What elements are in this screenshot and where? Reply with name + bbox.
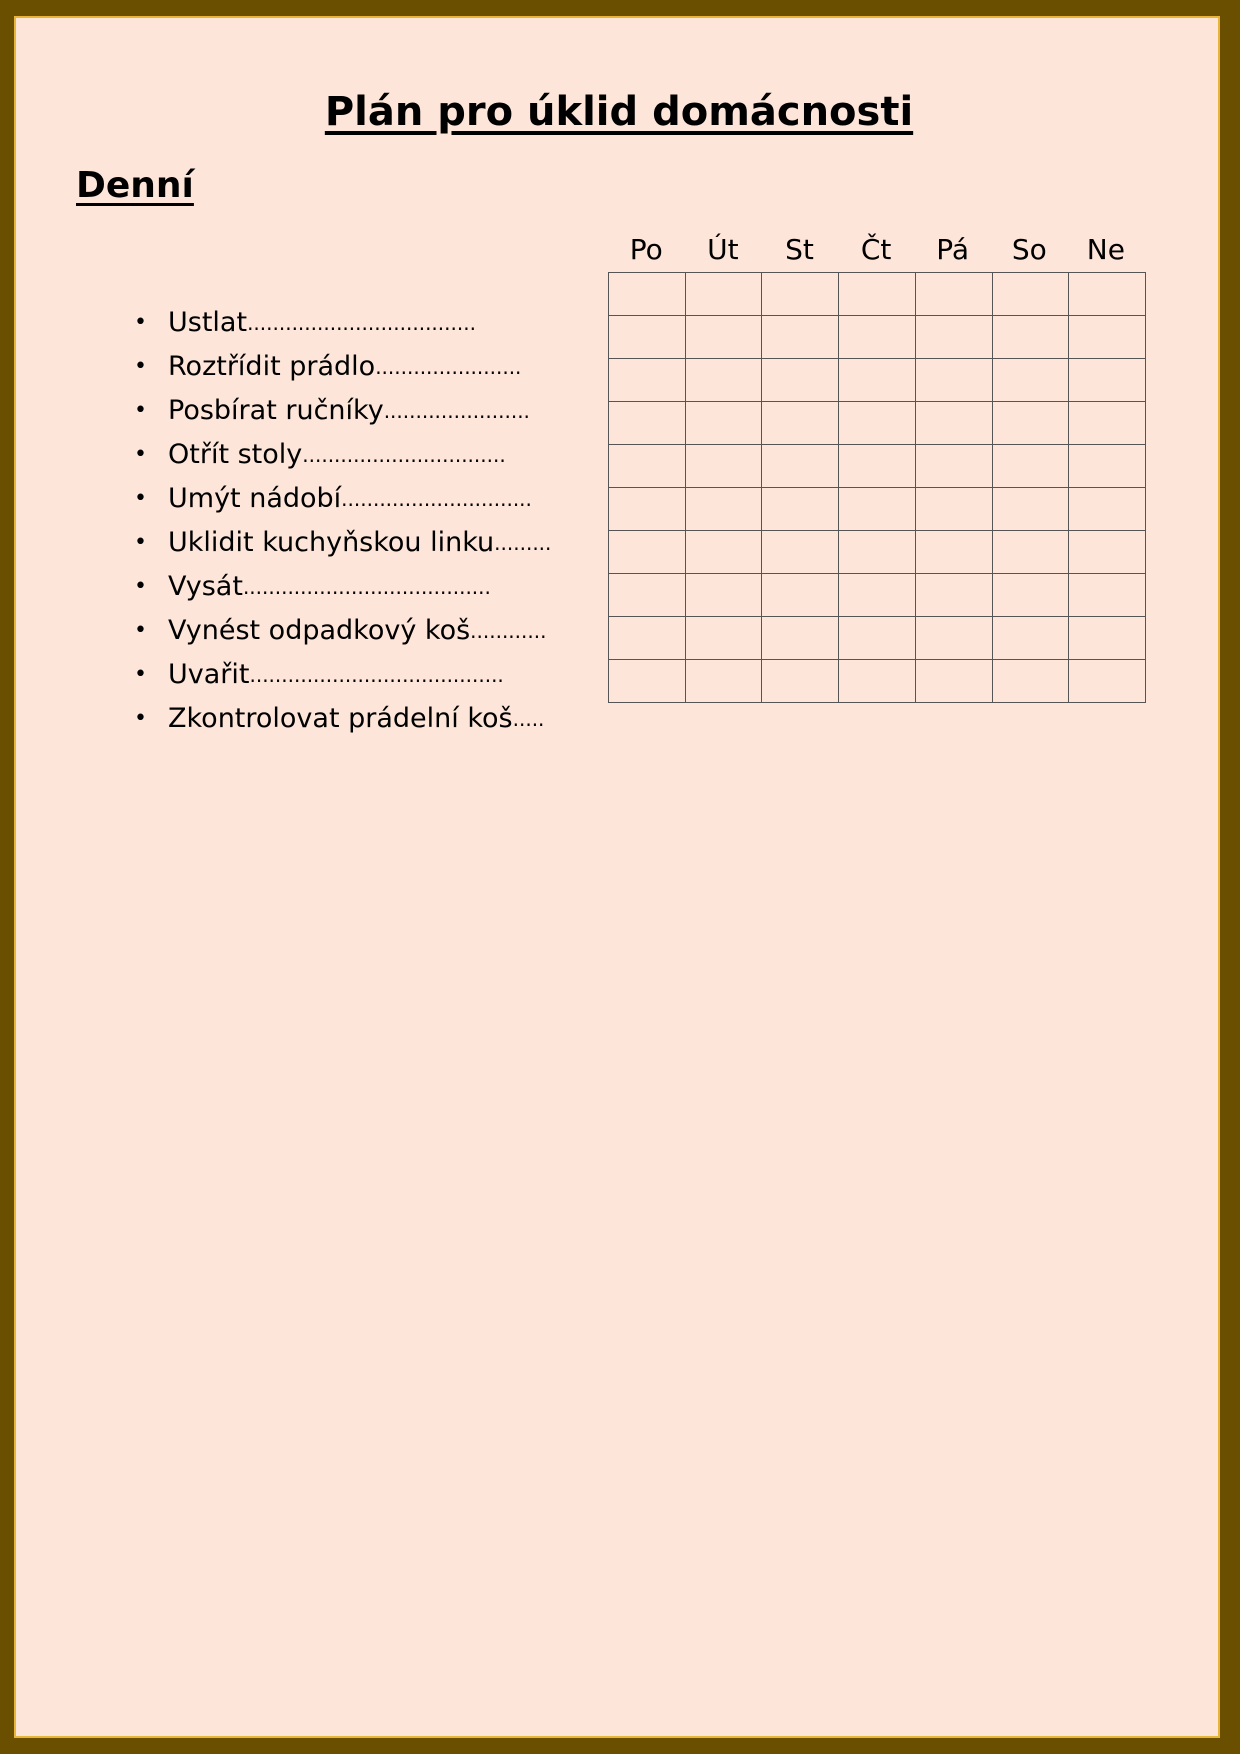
dot-leader: ................................: [302, 443, 506, 467]
check-cell: [609, 531, 686, 574]
check-cell: [839, 574, 916, 617]
check-cell: [685, 402, 762, 445]
check-cell: [685, 617, 762, 660]
check-cell: [685, 316, 762, 359]
check-cell: [609, 660, 686, 703]
check-cell: [839, 660, 916, 703]
check-cell: [762, 273, 839, 316]
check-cell: [1069, 574, 1146, 617]
day-header-pa: Pá: [936, 233, 970, 266]
check-cell: [762, 445, 839, 488]
task-label: Roztřídit prádlo: [168, 351, 376, 382]
check-cell: [1069, 402, 1146, 445]
grid-row: [609, 359, 1146, 402]
list-item: [134, 697, 594, 741]
check-cell: [685, 660, 762, 703]
task-list: [134, 301, 594, 741]
checklist-grid: [608, 272, 1146, 703]
check-cell: [915, 359, 992, 402]
bullet-icon: •: [134, 442, 147, 467]
day-header-ut: Út: [707, 233, 739, 266]
dot-leader: .......................................: [242, 575, 491, 599]
day-header-ct: Čt: [860, 233, 892, 266]
check-cell: [1069, 445, 1146, 488]
check-cell: [915, 316, 992, 359]
check-cell: [992, 531, 1069, 574]
check-cell: [992, 316, 1069, 359]
day-header-ne: Ne: [1086, 233, 1125, 266]
check-cell: [685, 531, 762, 574]
check-cell: [839, 617, 916, 660]
check-cell: [992, 445, 1069, 488]
check-cell: [609, 574, 686, 617]
bullet-icon: •: [134, 618, 147, 643]
check-cell: [839, 359, 916, 402]
check-cell: [762, 660, 839, 703]
check-cell: [992, 660, 1069, 703]
check-cell: [839, 402, 916, 445]
check-cell: [762, 531, 839, 574]
check-cell: [1069, 316, 1146, 359]
dot-leader: .......................: [383, 399, 530, 423]
list-item: [134, 301, 594, 345]
check-cell: [915, 488, 992, 531]
task-label: Posbírat ručníky: [168, 395, 384, 426]
bullet-icon: •: [134, 706, 147, 731]
check-cell: [992, 402, 1069, 445]
check-cell: [839, 445, 916, 488]
day-header-po: Po: [629, 233, 663, 266]
dot-leader: ........................................: [249, 663, 504, 687]
check-cell: [762, 359, 839, 402]
check-cell: [839, 273, 916, 316]
list-item: [134, 653, 594, 697]
check-cell: [685, 574, 762, 617]
task-label: Uklidit kuchyňskou linku: [168, 527, 495, 558]
task-label: Otřít stoly: [168, 439, 303, 470]
check-cell: [609, 402, 686, 445]
grid-row: [609, 273, 1146, 316]
task-label: Ustlat: [168, 307, 248, 338]
check-cell: [1069, 488, 1146, 531]
task-label: Umýt nádobí: [168, 483, 342, 514]
grid-row: [609, 488, 1146, 531]
check-cell: [762, 488, 839, 531]
check-cell: [915, 273, 992, 316]
weekly-checklist: [608, 230, 1146, 703]
grid-row: [609, 531, 1146, 574]
check-cell: [609, 617, 686, 660]
check-cell: [992, 359, 1069, 402]
check-cell: [685, 488, 762, 531]
check-cell: [992, 574, 1069, 617]
check-cell: [915, 617, 992, 660]
list-item: [134, 389, 594, 433]
bullet-icon: •: [134, 354, 147, 379]
check-cell: [839, 488, 916, 531]
check-cell: [915, 531, 992, 574]
check-cell: [992, 617, 1069, 660]
check-cell: [685, 273, 762, 316]
task-label: Zkontrolovat prádelní koš: [168, 703, 513, 734]
check-cell: [609, 316, 686, 359]
list-item: [134, 433, 594, 477]
check-cell: [1069, 617, 1146, 660]
check-cell: [1069, 660, 1146, 703]
day-header-st: St: [785, 233, 814, 266]
check-cell: [992, 488, 1069, 531]
dot-leader: ............: [470, 619, 547, 643]
check-cell: [762, 402, 839, 445]
check-cell: [762, 574, 839, 617]
check-cell: [609, 273, 686, 316]
bullet-icon: •: [134, 310, 147, 335]
dot-leader: .........: [494, 531, 552, 555]
dot-leader: .....: [512, 707, 545, 731]
grid-row: [609, 316, 1146, 359]
check-cell: [915, 445, 992, 488]
list-item: [134, 565, 594, 609]
task-label: Vynést odpadkový koš: [168, 615, 471, 646]
check-cell: [915, 574, 992, 617]
check-cell: [609, 488, 686, 531]
dot-leader: .......................: [375, 355, 522, 379]
grid-row: [609, 402, 1146, 445]
list-item: [134, 345, 594, 389]
check-cell: [1069, 359, 1146, 402]
section-heading-daily: Denní: [76, 165, 194, 206]
check-cell: [1069, 273, 1146, 316]
task-label: Vysát: [168, 571, 243, 602]
grid-row: [609, 617, 1146, 660]
dot-leader: ..............................: [341, 487, 532, 511]
worksheet-page: [14, 16, 1220, 1738]
bullet-icon: •: [134, 662, 147, 687]
list-item: [134, 477, 594, 521]
day-header-so: So: [1011, 233, 1047, 266]
check-cell: [762, 617, 839, 660]
check-cell: [762, 316, 839, 359]
check-cell: [915, 660, 992, 703]
check-cell: [685, 359, 762, 402]
bullet-icon: •: [134, 398, 147, 423]
task-label: Uvařit: [168, 659, 250, 690]
bullet-icon: •: [134, 574, 147, 599]
check-cell: [685, 445, 762, 488]
list-item: [134, 521, 594, 565]
bullet-icon: •: [134, 486, 147, 511]
check-cell: [839, 531, 916, 574]
dot-leader: ....................................: [247, 311, 476, 335]
check-cell: [992, 273, 1069, 316]
check-cell: [839, 316, 916, 359]
grid-row: [609, 574, 1146, 617]
bullet-icon: •: [134, 530, 147, 555]
check-cell: [609, 445, 686, 488]
page-title: Plán pro úklid domácnosti: [324, 89, 914, 135]
grid-row: [609, 660, 1146, 703]
check-cell: [915, 402, 992, 445]
list-item: [134, 609, 594, 653]
day-header-row: [608, 230, 1146, 270]
check-cell: [1069, 531, 1146, 574]
check-cell: [609, 359, 686, 402]
grid-row: [609, 445, 1146, 488]
